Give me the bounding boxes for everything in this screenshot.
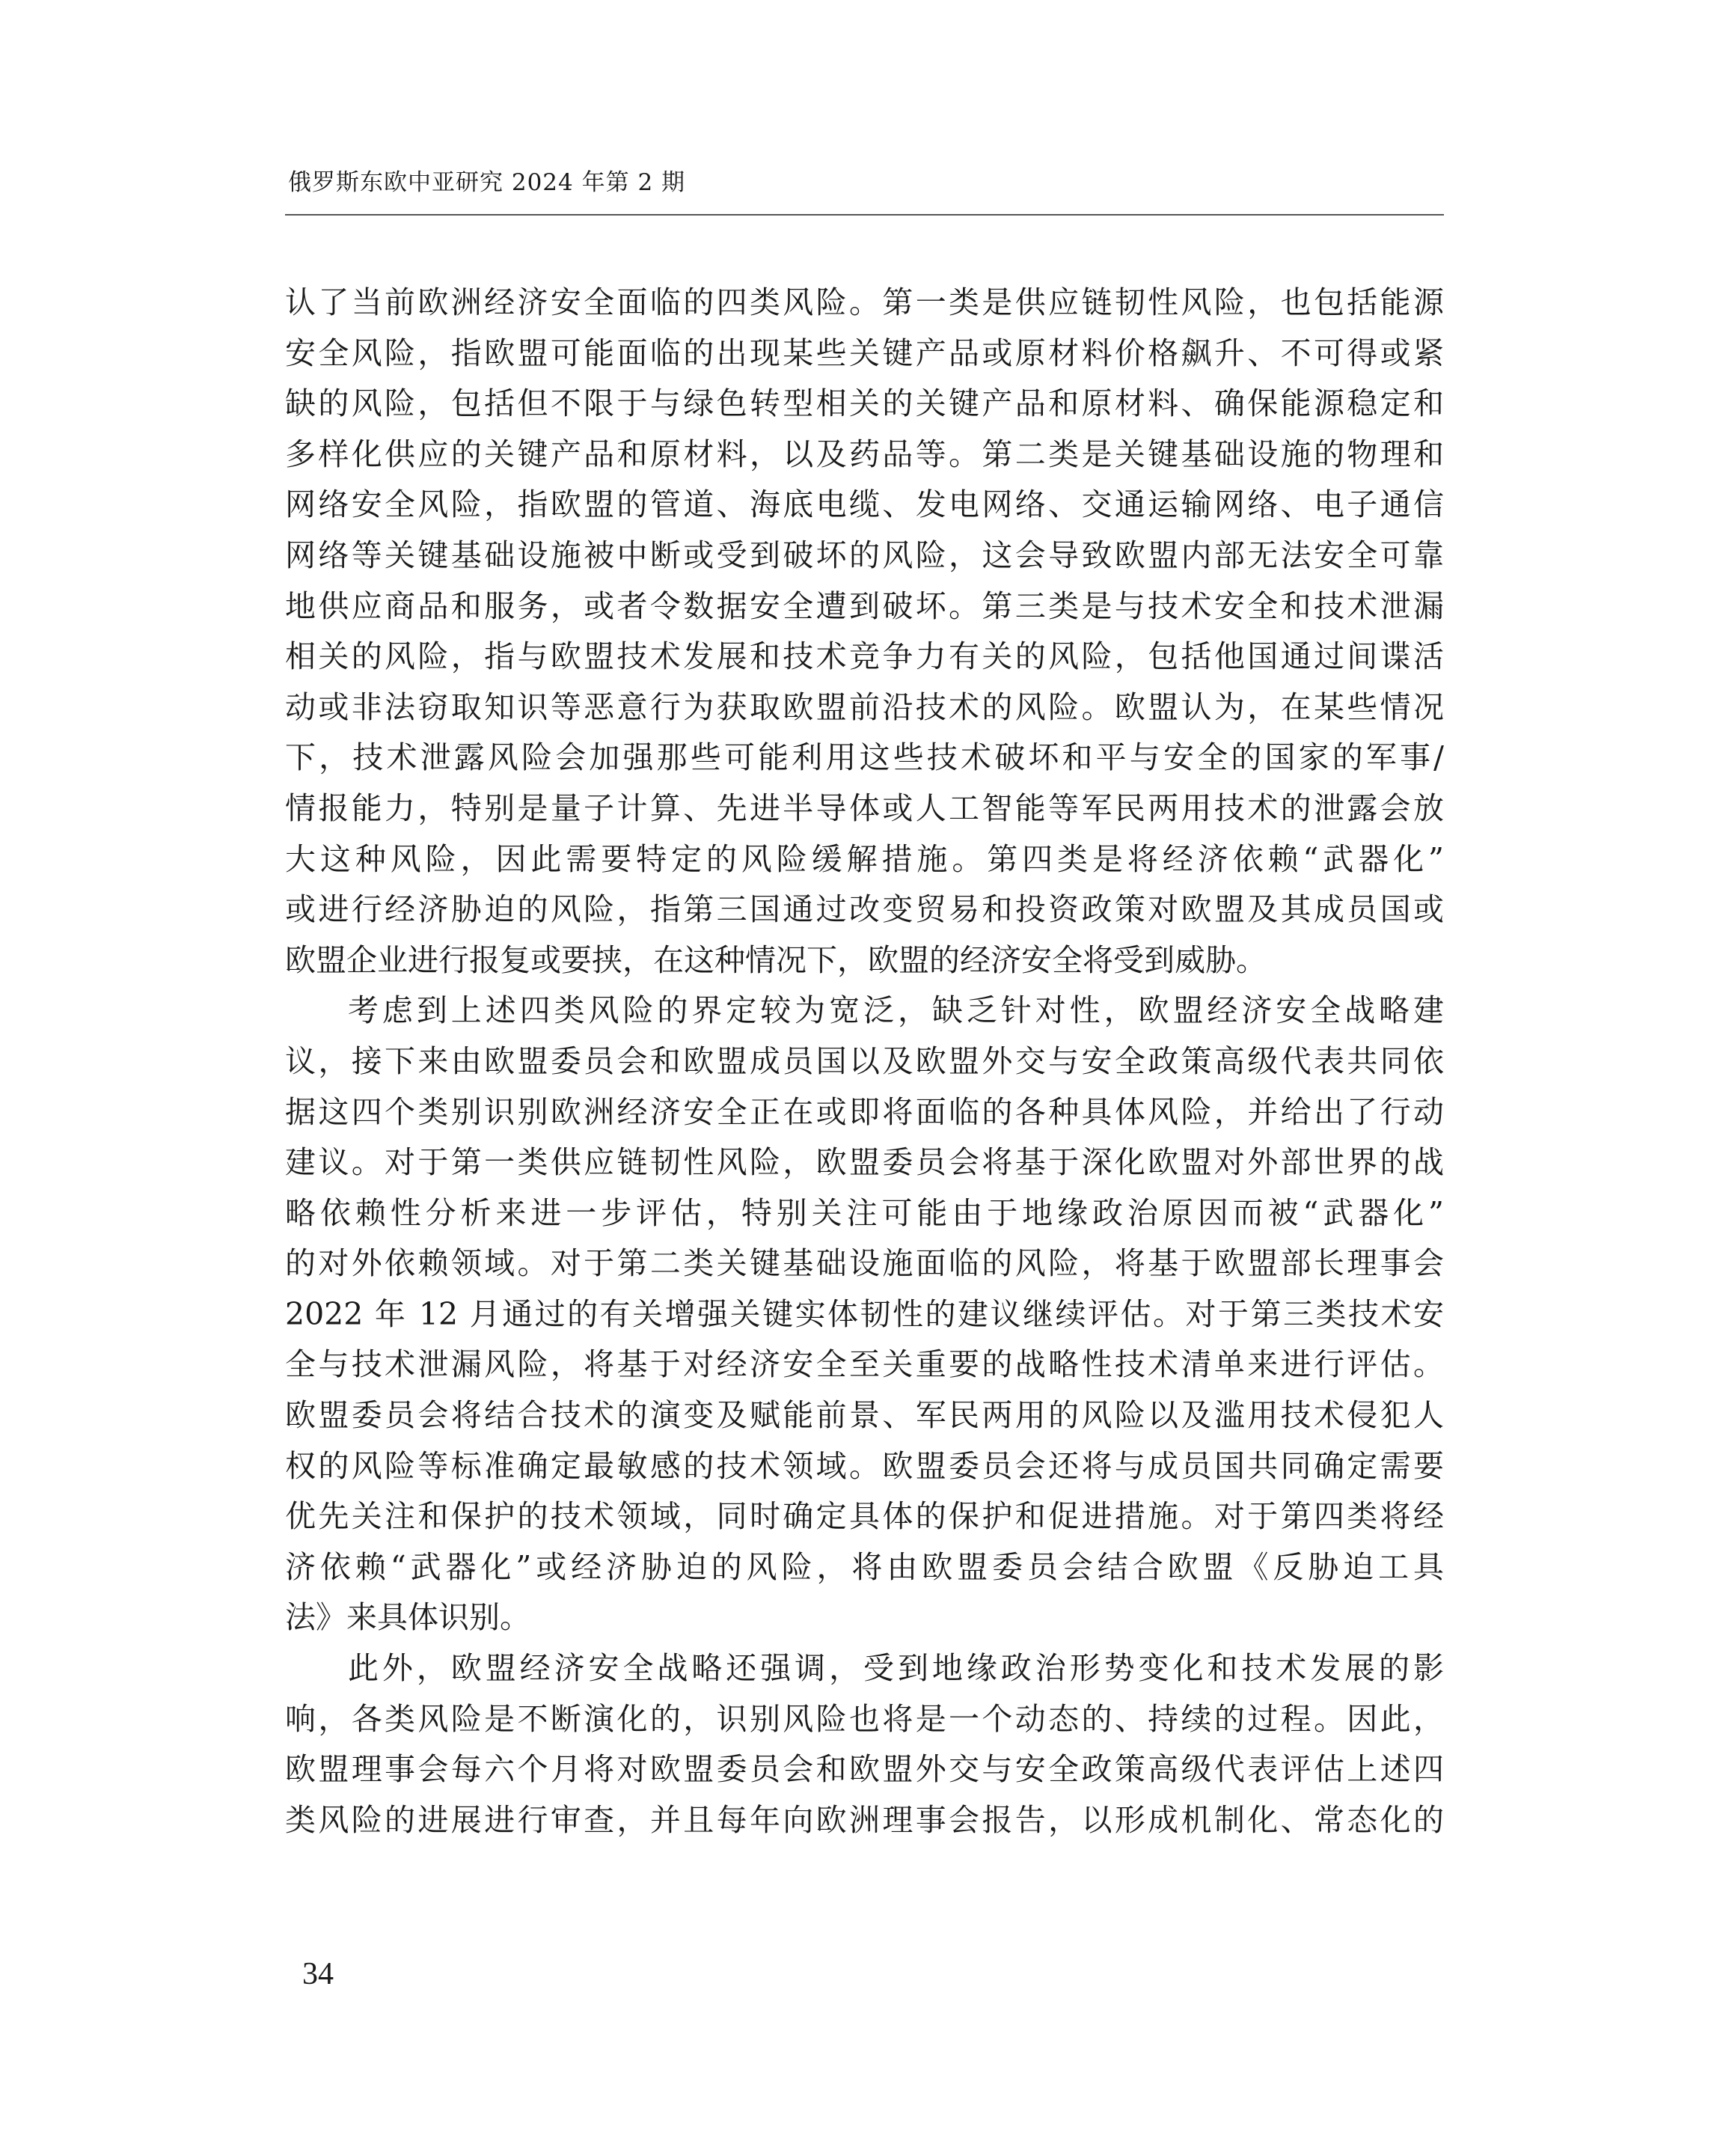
header-rule (285, 214, 1444, 216)
text-line: 欧盟委员会将结合技术的演变及赋能前景、军民两用的风险以及滥用技术侵犯人 (285, 1397, 1444, 1434)
page-number: 34 (302, 1957, 334, 1991)
running-header: 俄罗斯东欧中亚研究 2024 年第 2 期 (288, 169, 686, 196)
paragraph-first-line: 考虑到上述四类风险的界定较为宽泛，缺乏针对性，欧盟经济安全战略建 (348, 992, 1444, 1029)
text-line: 欧盟理事会每六个月将对欧盟委员会和欧盟外交与安全政策高级代表评估上述四 (285, 1751, 1444, 1788)
text-line: 缺的风险，包括但不限于与绿色转型相关的关键产品和原材料、确保能源稳定和 (285, 385, 1444, 422)
text-line: 据这四个类别识别欧洲经济安全正在或即将面临的各种具体风险，并给出了行动 (285, 1093, 1444, 1130)
text-line: 类风险的进展进行审查，并且每年向欧洲理事会报告，以形成机制化、常态化的 (285, 1801, 1444, 1838)
text-line: 响，各类风险是不断演化的，识别风险也将是一个动态的、持续的过程。因此， (285, 1700, 1444, 1737)
text-line: 优先关注和保护的技术领域，同时确定具体的保护和促进措施。对于第四类将经 (285, 1498, 1444, 1535)
paragraph-last-line: 欧盟企业进行报复或要挟，在这种情况下，欧盟的经济安全将受到威胁。 (285, 941, 1267, 978)
text-line: 地供应商品和服务，或者令数据安全遭到破坏。第三类是与技术安全和技术泄漏 (285, 587, 1444, 624)
text-line: 网络安全风险，指欧盟的管道、海底电缆、发电网络、交通运输网络、电子通信 (285, 486, 1444, 523)
text-line: 议，接下来由欧盟委员会和欧盟成员国以及欧盟外交与安全政策高级代表共同依 (285, 1042, 1444, 1079)
text-line: 安全风险，指欧盟可能面临的出现某些关键产品或原材料价格飙升、不可得或紧 (285, 335, 1444, 371)
text-line: 动或非法窃取知识等恶意行为获取欧盟前沿技术的风险。欧盟认为，在某些情况 (285, 688, 1444, 725)
text-line: 济依赖“武器化”或经济胁迫的风险，将由欧盟委员会结合欧盟《反胁迫工具 (285, 1548, 1444, 1585)
text-line: 的对外依赖领域。对于第二类关键基础设施面临的风险，将基于欧盟部长理事会 (285, 1245, 1444, 1282)
text-line: 权的风险等标准确定最敏感的技术领域。欧盟委员会还将与成员国共同确定需要 (285, 1447, 1444, 1484)
text-line: 建议。对于第一类供应链韧性风险，欧盟委员会将基于深化欧盟对外部世界的战 (285, 1144, 1444, 1181)
text-line: 全与技术泄漏风险，将基于对经济安全至关重要的战略性技术清单来进行评估。 (285, 1346, 1444, 1383)
text-line: 多样化供应的关键产品和原材料，以及药品等。第二类是关键基础设施的物理和 (285, 436, 1444, 472)
text-line: 情报能力，特别是量子计算、先进半导体或人工智能等军民两用技术的泄露会放 (285, 790, 1444, 826)
text-line: 网络等关键基础设施被中断或受到破坏的风险，这会导致欧盟内部无法安全可靠 (285, 537, 1444, 573)
text-line: 2022 年 12 月通过的有关增强关键实体韧性的建议继续评估。对于第三类技术安 (285, 1295, 1444, 1332)
text-line: 大这种风险，因此需要特定的风险缓解措施。第四类是将经济依赖“武器化” (285, 840, 1444, 877)
paragraph-first-line: 此外，欧盟经济安全战略还强调，受到地缘政治形势变化和技术发展的影 (348, 1650, 1444, 1687)
paragraph-last-line: 法》来具体识别。 (285, 1599, 530, 1636)
body-text (285, 278, 1444, 1845)
text-line: 认了当前欧洲经济安全面临的四类风险。第一类是供应链韧性风险，也包括能源 (285, 284, 1444, 320)
text-line: 相关的风险，指与欧盟技术发展和技术竞争力有关的风险，包括他国通过间谍活 (285, 638, 1444, 675)
text-line: 或进行经济胁迫的风险，指第三国通过改变贸易和投资政策对欧盟及其成员国或 (285, 891, 1444, 928)
text-line: 略依赖性分析来进一步评估，特别关注可能由于地缘政治原因而被“武器化” (285, 1194, 1444, 1231)
text-line: 下，技术泄露风险会加强那些可能利用这些技术破坏和平与安全的国家的军事/ (285, 739, 1444, 776)
